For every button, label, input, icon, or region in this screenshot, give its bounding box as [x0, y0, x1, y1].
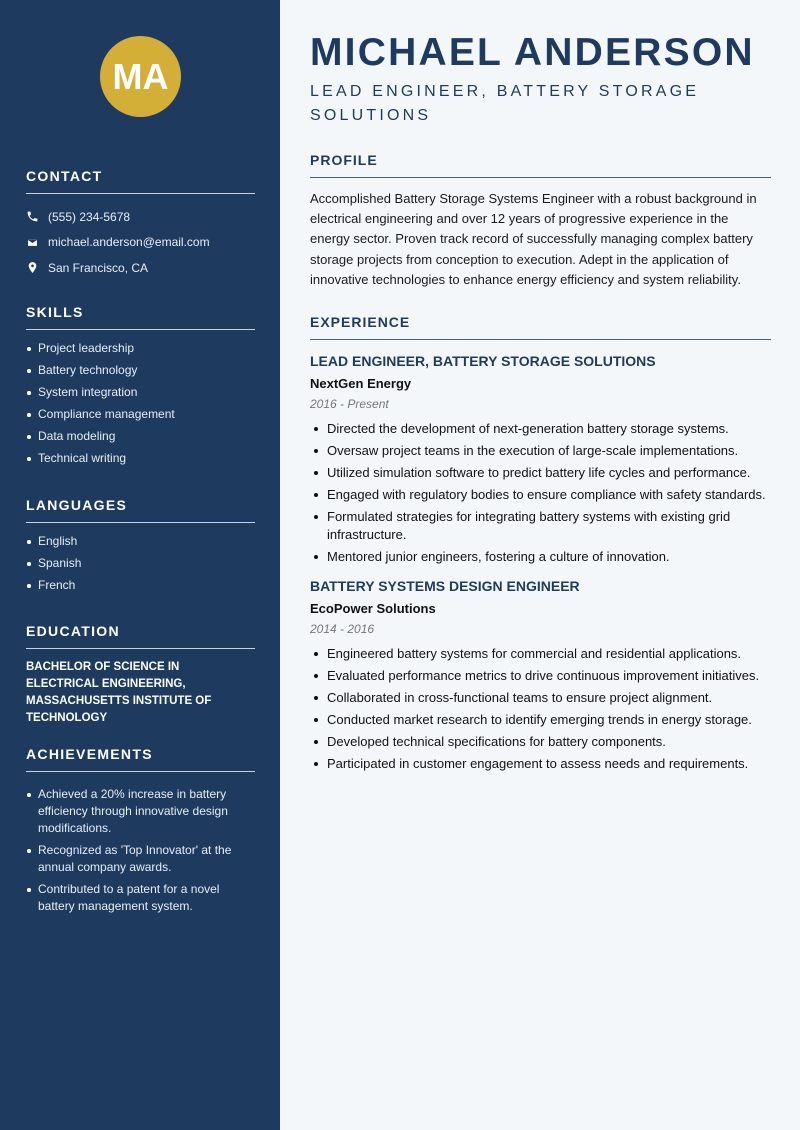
achievements-section	[26, 746, 255, 920]
language-item: Spanish	[26, 555, 255, 572]
skill-item: Project leadership	[26, 340, 255, 357]
skills-section	[26, 304, 255, 472]
achievement-item: Contributed to a patent for a novel battery management system.	[26, 881, 255, 915]
languages-list	[26, 533, 255, 594]
job-bullet: Conducted market research to identify emerging trends in energy storage.	[310, 711, 771, 729]
experience-section	[310, 314, 771, 773]
skill-item: Data modeling	[26, 428, 255, 445]
language-item: French	[26, 577, 255, 594]
achievement-item: Recognized as 'Top Innovator' at the annual company awards.	[26, 842, 255, 876]
email-text[interactable]: michael.anderson@email.com	[48, 235, 210, 250]
contact-section	[26, 168, 255, 281]
main-content	[310, 30, 771, 777]
phone-text: (555) 234-5678	[48, 209, 131, 224]
education-heading: EDUCATION	[26, 623, 255, 649]
job-title: BATTERY SYSTEMS DESIGN ENGINEER	[310, 578, 580, 595]
skill-item: Technical writing	[26, 450, 255, 467]
contact-location	[26, 255, 255, 281]
candidate-name: MICHAEL ANDERSON	[310, 31, 755, 74]
job-entry	[310, 353, 771, 566]
job-bullet: Engaged with regulatory bodies to ensure compliance with safety standards.	[310, 486, 771, 504]
job-bullet: Collaborated in cross-functional teams to ensure project alignment.	[310, 689, 771, 707]
job-bullet: Developed technical specifications for battery components.	[310, 733, 771, 751]
skill-item: System integration	[26, 384, 255, 401]
avatar: MA	[100, 36, 181, 117]
job-bullet: Directed the development of next-generation battery storage systems.	[310, 420, 771, 438]
email-icon	[26, 236, 39, 249]
language-item: English	[26, 533, 255, 550]
contact-phone	[26, 204, 255, 230]
sidebar	[0, 0, 280, 1130]
job-dates: 2016 - Present	[310, 397, 389, 412]
achievements-list	[26, 786, 255, 915]
location-text: San Francisco, CA	[48, 260, 149, 275]
achievement-item: Achieved a 20% increase in battery efficiency through innovative design modifications.	[26, 786, 255, 837]
job-bullet: Engineered battery systems for commercial and residential applications.	[310, 645, 771, 663]
languages-section	[26, 497, 255, 599]
phone-icon	[26, 210, 39, 223]
skills-heading: SKILLS	[26, 304, 255, 330]
contact-email	[26, 230, 255, 256]
skill-item: Compliance management	[26, 406, 255, 423]
languages-heading: LANGUAGES	[26, 497, 255, 523]
profile-heading: PROFILE	[310, 152, 771, 178]
job-dates: 2014 - 2016	[310, 622, 375, 637]
education-section	[26, 623, 255, 727]
location-pin-icon	[26, 261, 39, 274]
experience-heading: EXPERIENCE	[310, 314, 771, 340]
job-company: EcoPower Solutions	[310, 601, 436, 617]
job-entry	[310, 578, 771, 773]
candidate-title: LEAD ENGINEER, BATTERY STORAGE SOLUTIONS	[310, 83, 700, 124]
profile-section	[310, 152, 771, 290]
job-bullet: Participated in customer engagement to assess needs and requirements.	[310, 755, 771, 773]
achievements-heading: ACHIEVEMENTS	[26, 746, 255, 772]
job-bullets	[310, 420, 771, 566]
job-bullet: Mentored junior engineers, fostering a culture of innovation.	[310, 548, 771, 566]
job-bullets	[310, 645, 771, 773]
skill-item: Battery technology	[26, 362, 255, 379]
profile-text: Accomplished Battery Storage Systems Engineer with a robust background in electrical engineering and over 12 years of progressive experience in the energy sector. Proven track record of successfully managing complex battery storage projects from conception to execution. Adept in the application of innovative technologies to enhance energy efficiency and system reliability.	[310, 191, 757, 287]
job-bullet: Formulated strategies for integrating battery systems with existing grid infrastructure.	[310, 508, 771, 544]
skills-list	[26, 340, 255, 467]
job-bullet: Oversaw project teams in the execution of large-scale implementations.	[310, 442, 771, 460]
contact-heading: CONTACT	[26, 168, 255, 194]
job-bullet: Utilized simulation software to predict battery life cycles and performance.	[310, 464, 771, 482]
job-company: NextGen Energy	[310, 376, 412, 392]
job-title: LEAD ENGINEER, BATTERY STORAGE SOLUTIONS	[310, 353, 656, 370]
education-degree: BACHELOR OF SCIENCE IN ELECTRICAL ENGINEERING, MASSACHUSETTS INSTITUTE OF TECHNOLOGY	[26, 661, 212, 724]
job-bullet: Evaluated performance metrics to drive continuous improvement initiatives.	[310, 667, 771, 685]
